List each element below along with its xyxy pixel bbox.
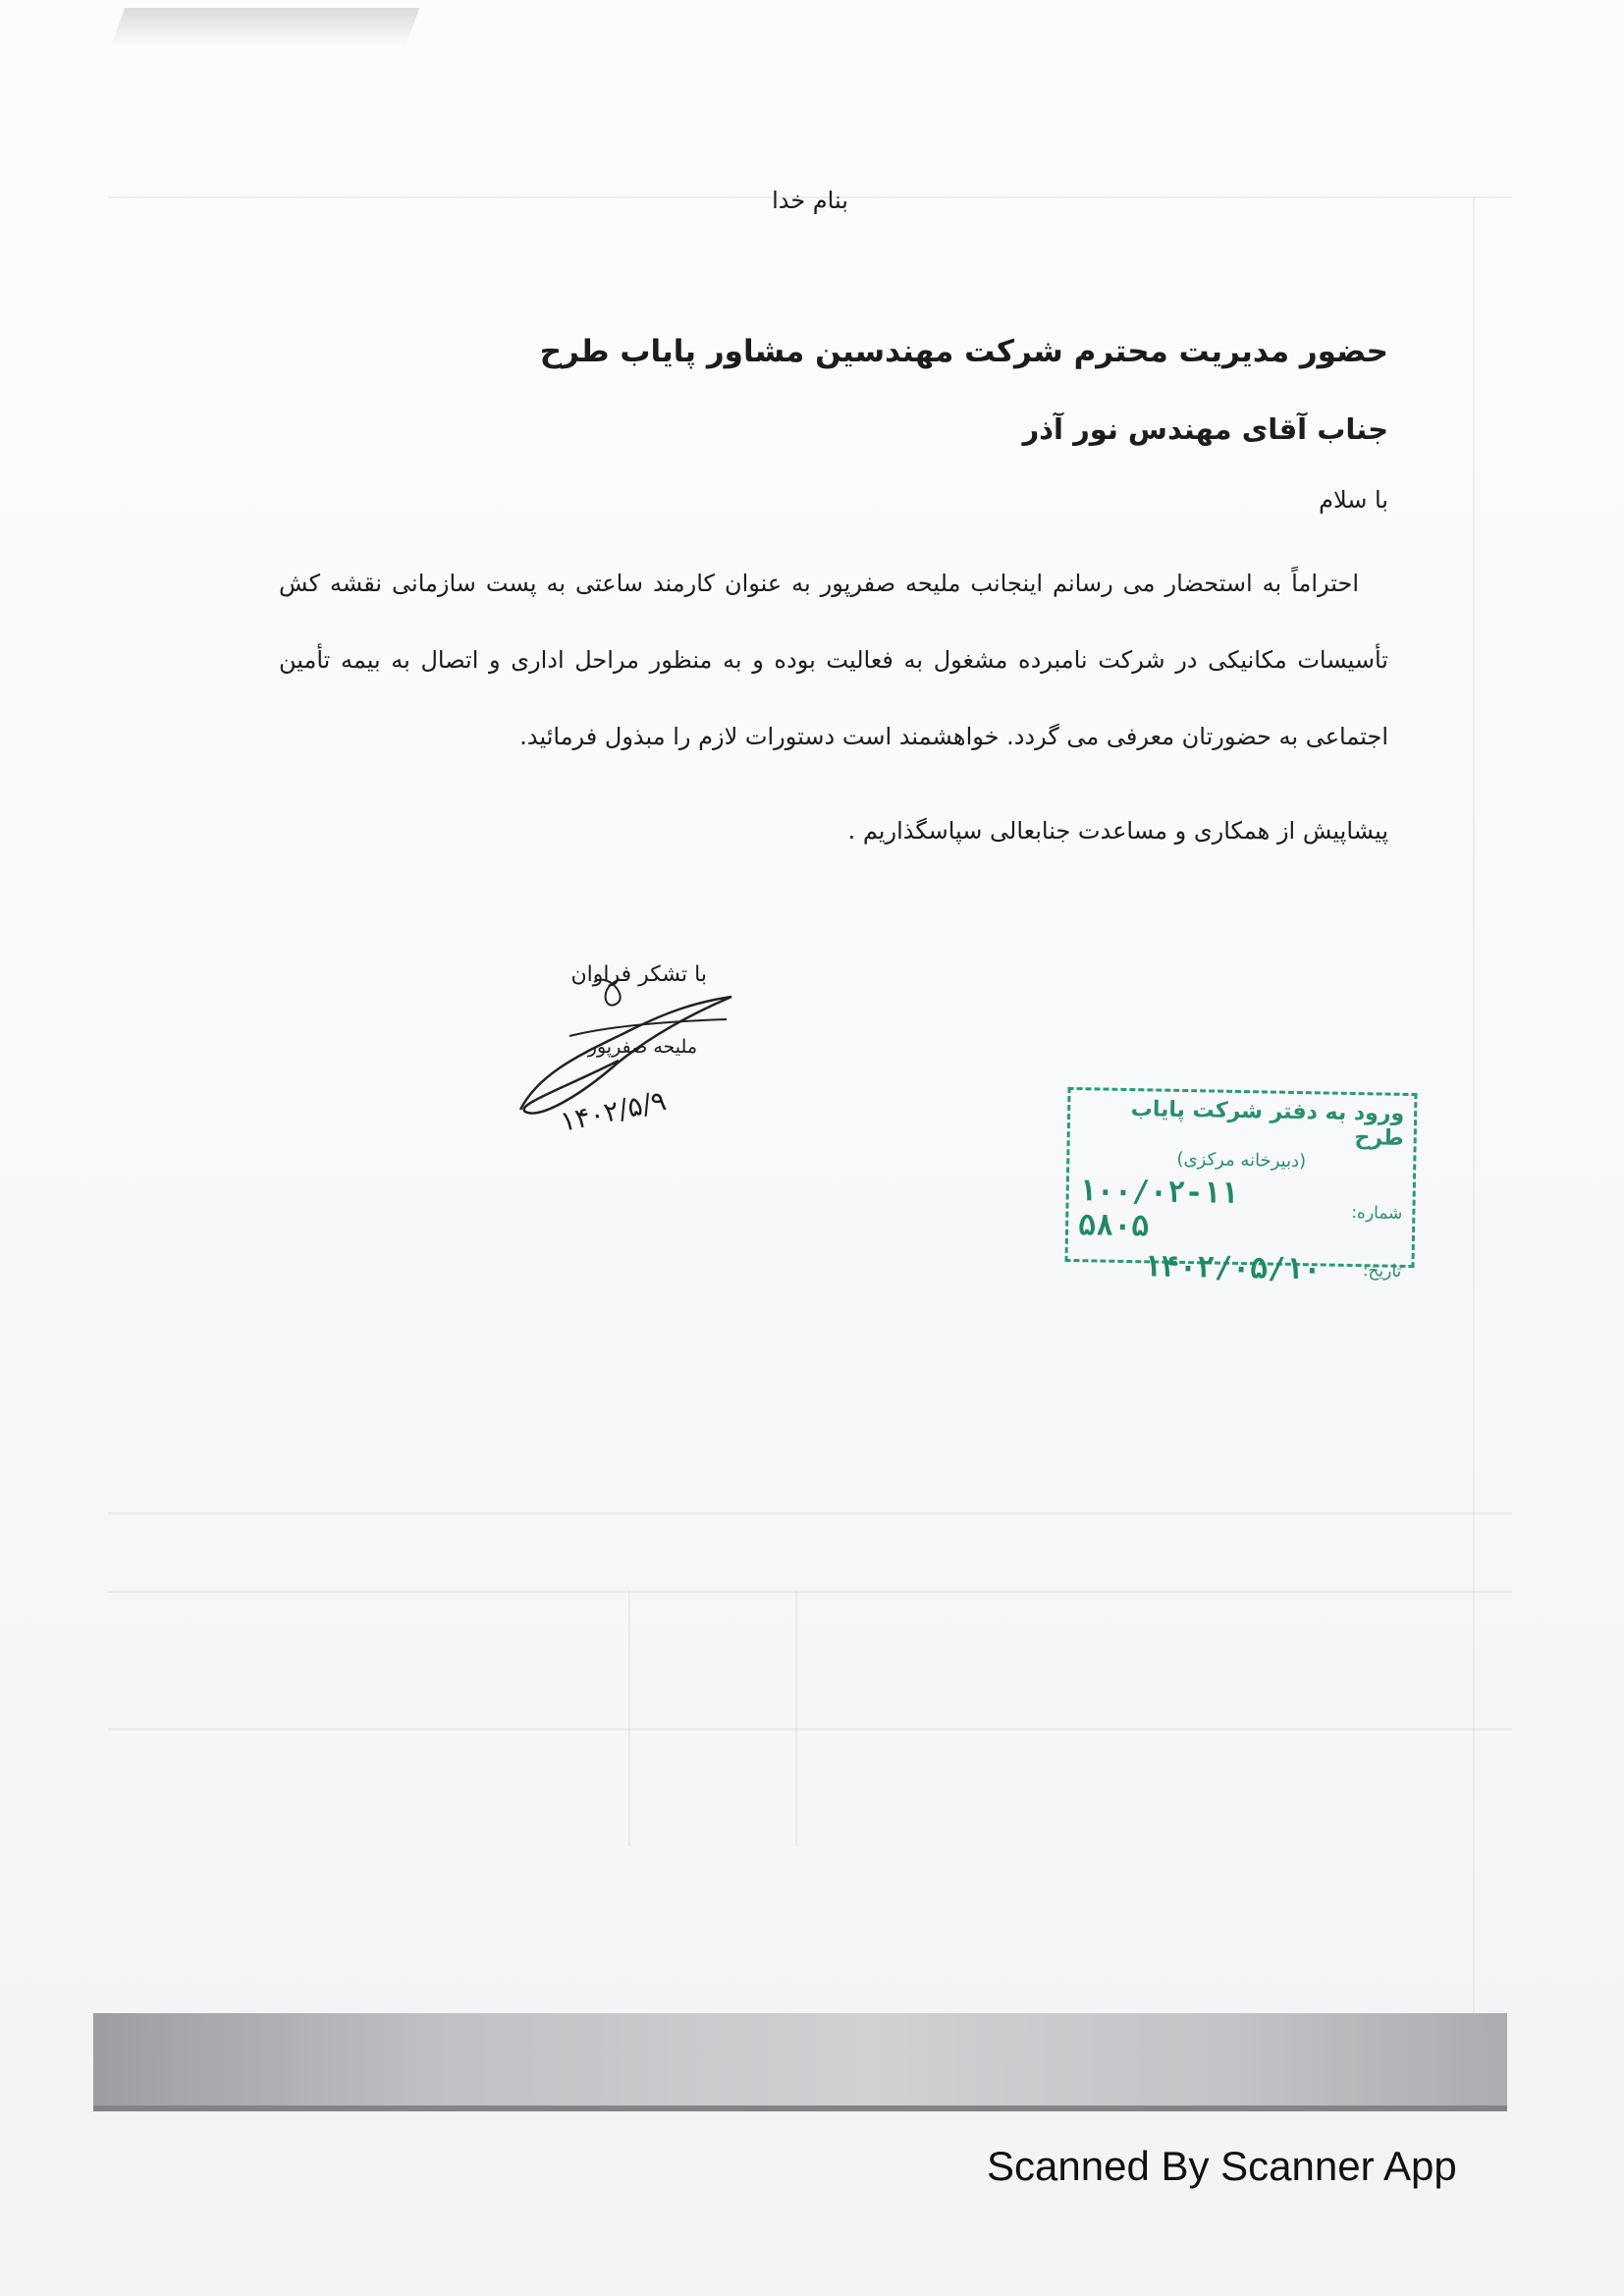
bleed-through-line <box>628 1591 630 1846</box>
stamp-date-row <box>1077 1248 1402 1288</box>
stamp-number-row <box>1078 1174 1403 1248</box>
stamp-subtitle: (دبیرخانه مرکزی) <box>1176 1148 1307 1173</box>
receipt-stamp <box>1064 1087 1417 1287</box>
signature-date: ۱۴۰۲/۵/۹ <box>557 1084 670 1138</box>
scan-bottom-shadow <box>93 2013 1507 2111</box>
stamp-title: ورود به دفتر شرکت پایاب طرح <box>1130 1097 1405 1151</box>
signature-name: ملیحه صفرپور <box>587 1036 697 1058</box>
stamp-number-label: شماره: <box>1351 1202 1403 1224</box>
bleed-through-line <box>108 1728 1512 1730</box>
bleed-through-line <box>1473 196 1475 2013</box>
signature-block <box>501 943 756 1139</box>
bleed-through-line <box>795 1591 797 1846</box>
bleed-through-line <box>108 1591 1512 1593</box>
greeting: با سلام <box>1319 486 1388 514</box>
recipient-company: حضور مدیریت محترم شرکت مهندسین مشاور پایاب طرح <box>539 334 1388 369</box>
scanner-watermark: Scanned By Scanner App <box>987 2143 1457 2189</box>
letter-body: احتراماً به استحضار می رسانم اینجانب ملیحه صفرپور به عنوان کارمند ساعتی به پست سازمانی نقشه کش تأسیسات مکانیکی در شرکت نامبرده مشغول به فعالیت بوده و به منظور مراحل اداری و اتصال به بیمه تأمین اجتماعی به حضورتان معرفی می گردد. خواهشمند است دستورات لازم را مبذول فرمائید. <box>279 570 1388 750</box>
signature-thanks: با تشکر فراوان <box>570 962 707 987</box>
stamp-number-value: ۱۰۰/۰۲-۱۱ ۵۸۰۵ <box>1077 1174 1239 1244</box>
bleed-through-line <box>108 1512 1512 1514</box>
recipient-person: جناب آقای مهندس نور آذر <box>1022 412 1388 446</box>
scan-edge-shadow <box>111 8 420 47</box>
bismillah-heading: بنام خدا <box>772 187 848 214</box>
stamp-date-value: ۱۴۰۲/۰۵/۱۰ <box>1143 1249 1322 1287</box>
stamp-date-label: تاریخ: <box>1362 1260 1402 1282</box>
closing-line: پیشاپیش از همکاری و مساعدت جنابعالی سپاسگذاریم . <box>847 817 1388 845</box>
